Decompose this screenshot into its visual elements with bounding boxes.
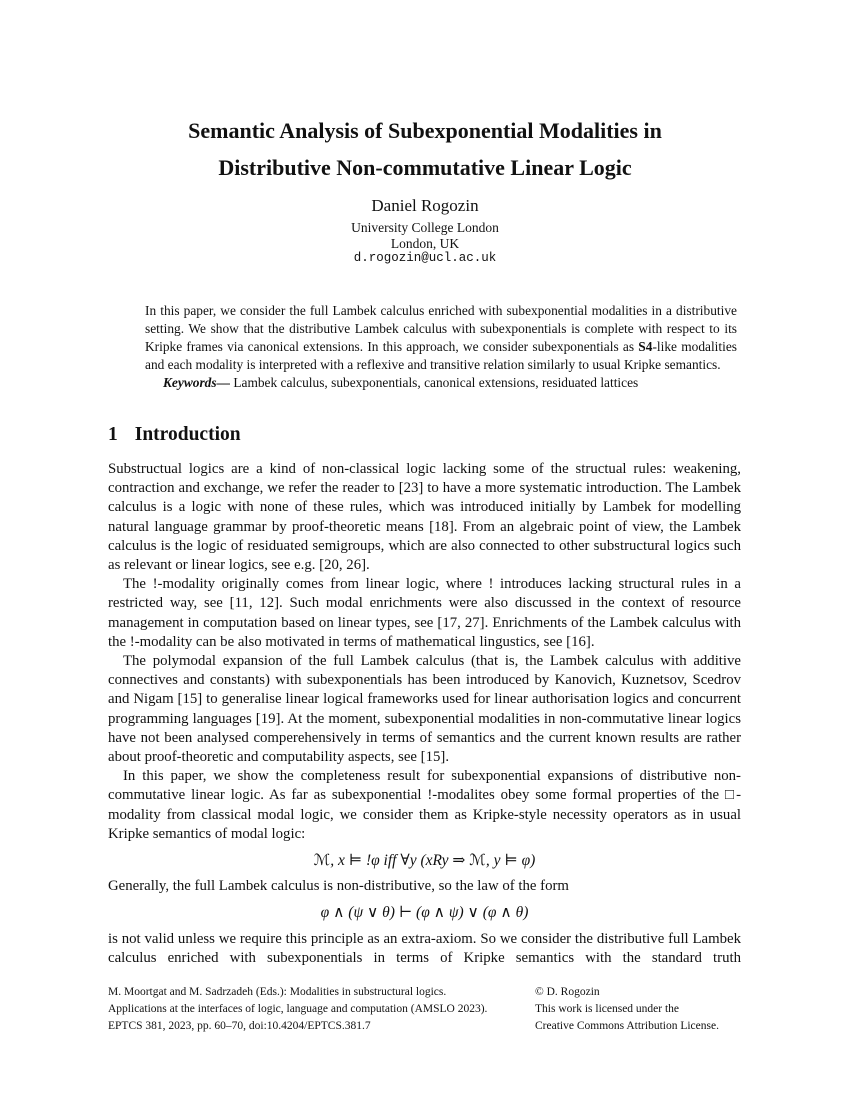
intro-paragraph-2: The !-modality originally comes from linear logic, where ! introduces lacking structural rules in a restricted way, see [11, 12]. Such modal enrichments were also discussed in the context of resource management in computation based on linear types, see [17, 27]. Enrichments of the Lambek calculus with the !-modality can be also motivated in terms of mathematical lingustics, see [16].: [108, 576, 741, 650]
affiliation-institution: University College London: [351, 220, 499, 235]
abstract-text: [145, 302, 737, 374]
footer-license-line1: This work is licensed under the: [535, 1003, 680, 1015]
keywords-line: [145, 374, 737, 392]
author-name: Daniel Rogozin: [371, 196, 479, 215]
footer-copyright-line: © D. Rogozin: [535, 986, 600, 998]
keywords-label: Keywords—: [163, 375, 230, 390]
intro-paragraph-6: is not valid unless we require this principle as an extra-axiom. So we consider the distributive full Lambek calculus enriched with subexponentials in terms of Kripke semantics with the standard truth: [108, 930, 741, 966]
footer-copyright-info: [535, 984, 750, 1035]
keywords-text: Lambek calculus, subexponentials, canonical extensions, residuated lattices: [229, 375, 639, 390]
intro-paragraph-1: Substructual logics are a kind of non-classical logic lacking some of the structual rules: weakening, contraction and exchange, we refer the reader to [23] to have a more systematic introduction. The Lambek calculus is a logic with none of these rules, which was introduced initially by Lambek for modelling natural language grammar by proof-theoretic means [18]. From an algebraic point of view, the Lambek calculus is the logic of residuated semigroups, which are also connected to other substructural logics such as relevant or linear logics, see e.g. [20, 26].: [108, 461, 741, 574]
intro-paragraph-4: In this paper, we show the completeness result for subexponential expansions of distributive non-commutative linear logic. As far as subexponential !-modalites obey some formal properties of the □-modality from classical modal logic, we consider them as Kripke-style necessity operators as in usual Kripke semantics of modal logic:: [108, 768, 741, 842]
footer-doi-line: EPTCS 381, 2023, pp. 60–70, doi:10.4204/EPTCS.381.7: [108, 1020, 371, 1032]
intro-paragraph-5: Generally, the full Lambek calculus is non-distributive, so the law of the form: [108, 878, 569, 895]
section-1-number: 1: [108, 424, 118, 445]
footer-volume-line: Applications at the interfaces of logic, language and computation (AMSLO 2023).: [108, 1003, 488, 1015]
section-1-title: Introduction: [134, 424, 241, 445]
display-formula-distributivity: φ ∧ (ψ ∨ θ) ⊢ (φ ∧ ψ) ∨ (φ ∧ θ): [320, 904, 529, 922]
footer-license-line2: Creative Commons Attribution License.: [535, 1020, 719, 1032]
author-email: d.rogozin@ucl.ac.uk: [353, 251, 497, 265]
abstract: [145, 302, 737, 392]
abstract-part1: In this paper, we consider the full Lambek calculus enriched with subexponential modalities in a distributive setting. We show that the distributive Lambek calculus with subexponentials is complete with respect to its Kripke frames via canonical extensions. In this approach, we consider subexponentials as: [145, 303, 737, 354]
affiliation-city: London, UK: [390, 236, 460, 251]
footer-publication-info: [108, 984, 538, 1035]
introduction-body: [108, 460, 741, 968]
section-1-heading: [108, 424, 241, 446]
abstract-part2: -like modalities and each modality is interpreted with a reflexive and transitive relation similarly to usual Kripke semantics.: [145, 339, 737, 372]
author-affiliation: [0, 220, 850, 252]
abstract-s4-bold: S4: [638, 339, 653, 354]
footer-editors-line: M. Moortgat and M. Sadrzadeh (Eds.): Modalities in substructural logics.: [108, 986, 447, 998]
paper-title-line1: Semantic Analysis of Subexponential Modalities in: [188, 118, 662, 143]
display-formula-kripke: ℳ, x ⊨ !φ iff ∀y (xRy ⇒ ℳ, y ⊨ φ): [313, 852, 536, 870]
paper-title: [0, 112, 850, 186]
paper-title-line2: Distributive Non-commutative Linear Logic: [218, 155, 632, 180]
intro-paragraph-3: The polymodal expansion of the full Lambek calculus (that is, the Lambek calculus with additive connectives and constants) with subexponentials has been introduced by Kanovich, Kuznetsov, Scedrov and Nigam [15] to generalise linear logical frameworks used for linear authorisation logics and concurrent programming languages [19]. At the moment, subexponential modalities in non-commutative linear logics have not been analysed comperehensively in terms of semantics and the current known results are rather about proof-theoretic and computability aspects, see [15].: [108, 653, 741, 766]
